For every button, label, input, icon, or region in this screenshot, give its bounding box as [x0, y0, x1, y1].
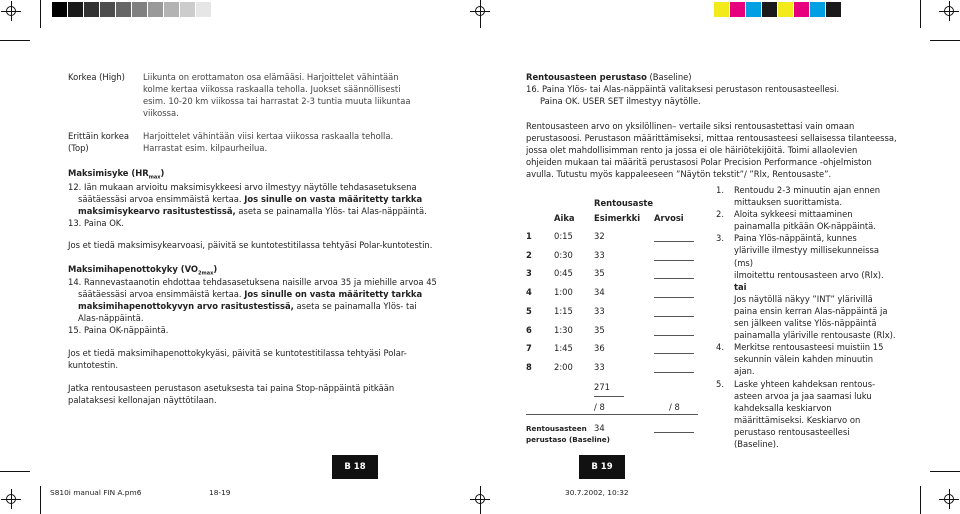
color-swatch — [730, 2, 745, 17]
gray-swatch — [116, 2, 131, 17]
registration-mark-icon — [942, 492, 956, 506]
step-line: Paina Ylös-näppäintä, kunnes — [734, 233, 857, 244]
crop-mark — [40, 486, 41, 514]
hrmax-heading: Maksimisyke $(HR_{max})$ — [68, 168, 165, 181]
color-swatch — [762, 2, 777, 17]
row-number: 7 — [526, 343, 532, 354]
step-item — [716, 232, 896, 341]
your-value-blank — [654, 278, 694, 279]
sum-value: 271 — [594, 382, 610, 392]
crop-mark — [40, 0, 41, 28]
row-time: 1:00 — [554, 287, 573, 298]
step-line: sen jälkeen valitse Ylös-näppäintä — [734, 318, 877, 329]
color-swatch — [810, 2, 825, 17]
row-example-value: 32 — [594, 231, 605, 241]
step-line: Laske yhteen kahdeksan rentous- — [734, 378, 876, 389]
registration-mark-icon — [4, 492, 18, 506]
page-number-badge: B 18 — [332, 455, 378, 479]
hrmax-test-note: Jos et tiedä maksimisykearvoasi, päivitä se kuntotestitilassa tehtyäsi Polar-kuntotestin. — [68, 240, 433, 250]
color-swatch — [794, 2, 809, 17]
step-line: painamalla pitkään OK-näppäintä. — [734, 221, 876, 232]
level-label: Erittäin korkea (Top) — [68, 131, 130, 154]
level-description: Liikunta on erottamaton osa elämääsi. Harjoittelet vähintään kolme kertaa viikossa raskaalla teholla. Juokset säännöllisesti esim. 10-20 km viikossa tai harrastat 2-3 tuntia muuta liikuntaa viikossa. — [143, 72, 411, 119]
steps-list — [716, 184, 896, 450]
step-number: 3. — [716, 233, 724, 244]
crop-mark — [930, 40, 960, 41]
gray-swatch — [132, 2, 147, 17]
row-number: 4 — [526, 287, 532, 298]
column-header-time: Aika — [554, 213, 575, 223]
step-item — [716, 341, 896, 377]
baseline-intro: Rentousasteen arvo on yksilöllinen– vertaile siksi rentousastettasi vain omaan perustasoosi. Perustason määrittämiseksi, mittaa rentousasteesi sellaisessa tilanteessa, jossa olet mahdollisimman rento ja jossa ei ole häiriötekijöitä. Toimi allaolevien ohjeiden mukaan tai määritä perustasosi Polar Precision Performance -ohjelmiston avulla. Tutustu myös kappaleeseen ”Näytön tekstit”/ ”Rlx, Rentousaste”. — [526, 121, 897, 180]
crop-mark — [920, 486, 921, 514]
footer-timestamp: 30.7.2002, 10:32 — [565, 488, 629, 497]
step-number: 1. — [716, 185, 724, 195]
step-item — [716, 208, 896, 232]
table-header-top: Rentousaste — [594, 198, 654, 208]
level-label: Korkea (High) — [68, 72, 125, 82]
row-example-value: 36 — [594, 343, 605, 354]
crop-mark — [920, 0, 921, 28]
step-number: 2. — [716, 209, 724, 220]
gray-swatch — [180, 2, 195, 17]
row-number: 5 — [526, 305, 532, 316]
registration-mark-icon — [473, 492, 487, 506]
step-14: 14. Rannevastaanotin ehdottaa tehdasasetuksena naisille arvoa 35 ja miehille arvoa 45 säätäessäsi arvoa ensimmäistä kertaa. Jos sinulle on vasta määritetty tarkka maksimihapenottokyvyn arvo rasitustestissä, aseta se painamalla Ylös- tai Alas-näppäintä. 15. Paina OK-näppäintä. — [68, 277, 437, 336]
column-header-example: Esimerkki — [594, 213, 641, 223]
your-value-blank — [654, 260, 694, 261]
vo2max-test-note: Jos et tiedä maksimihapenottokykyäsi, päivitä se kuntotestitilassa tehtyäsi Polar- kuntotestin. — [68, 348, 407, 371]
baseline-row-label: Rentousasteen perustaso (Baseline) — [526, 424, 610, 444]
color-swatch — [746, 2, 761, 17]
your-value-blank — [654, 316, 694, 317]
row-example-value: 33 — [594, 249, 605, 260]
gray-swatch — [68, 2, 83, 17]
gray-swatch — [100, 2, 115, 17]
step-line: yläriville ilmestyy millisekunneissa (ms) — [734, 245, 879, 268]
step-16: 16. Paina Ylös- tai Alas-näppäintä valitaksesi perustason rentousasteellesi. Paina OK. USER SET ilmestyy näytölle. — [526, 84, 840, 107]
registration-mark-icon — [942, 4, 956, 18]
registration-mark-icon — [473, 4, 487, 18]
step-line: Aloita sykkeesi mittaaminen — [734, 209, 853, 220]
gray-swatch — [84, 2, 99, 17]
step-line: painamalla yläriville rentousaste (Rlx). — [734, 330, 896, 341]
step-line: kahdeksalla keskiarvon — [734, 402, 832, 413]
baseline-heading: Rentousasteen perustaso (Baseline) — [526, 72, 692, 82]
color-swatch — [826, 2, 841, 17]
step-line: määrittämiseksi. Keskiarvo on — [734, 414, 861, 425]
baseline-your-value-blank — [654, 432, 694, 433]
sum-underline — [594, 396, 624, 397]
step-number: 4. — [716, 342, 724, 353]
row-example-value: 33 — [594, 361, 605, 372]
step-line: paina ensin kerran Alas-näppäintä ja — [734, 305, 888, 316]
level-description: Harjoittelet vähintään viisi kertaa viikossa raskaalla teholla. Harrastat esim. kilpaurheilua. — [143, 131, 394, 154]
your-value-blank — [654, 335, 694, 336]
stop-note: Jatka rentousasteen perustason asetuksesta tai paina Stop-näppäintä pitkään palataksesi kellonajan näyttötilaan. — [68, 383, 395, 406]
step-line: Jos näytöllä näkyy ”INT” ylärivillä — [734, 293, 873, 304]
divide-example: / 8 — [594, 402, 605, 412]
footer-filename: S810i manual FIN A.pm6 — [50, 488, 142, 497]
step-item — [716, 184, 896, 208]
step-12: 12. Iän mukaan arvioitu maksimisykkeesi arvo ilmestyy näytölle tehdasasetuksena säätäessäsi arvoa ensimmäistä kertaa. Jos sinulle on vasta määritetty tarkka maksimisykearvo rasitustestissä, aseta se painamalla Ylös- tai Alas-näppäintä. 13. Paina OK. — [68, 182, 427, 229]
gray-swatch — [148, 2, 163, 17]
step-line: mittauksen suorittamista. — [734, 197, 843, 208]
row-example-value: 34 — [594, 287, 605, 298]
row-number: 2 — [526, 249, 532, 260]
row-time: 0:15 — [554, 231, 573, 241]
crop-mark — [930, 471, 960, 472]
row-example-value: 35 — [594, 268, 605, 279]
vo2max-heading: Maksimihapenottokyky $(VO_{2max})$ — [68, 264, 218, 277]
row-example-value: 33 — [594, 305, 605, 316]
step-item — [716, 378, 896, 451]
your-value-blank — [654, 353, 694, 354]
step-line: (Baseline). — [734, 438, 779, 449]
crop-mark — [0, 471, 30, 472]
column-header-yours: Arvosi — [654, 213, 684, 223]
row-time: 1:30 — [554, 324, 573, 335]
step-line: tai — [734, 281, 747, 292]
row-time: 1:45 — [554, 343, 573, 354]
row-number: 6 — [526, 324, 532, 335]
gray-swatch — [164, 2, 179, 17]
row-time: 0:30 — [554, 249, 573, 260]
row-number: 1 — [526, 231, 532, 241]
divide-yours: / 8 — [669, 402, 680, 412]
step-line: asteen arvoa ja jaa saamasi luku — [734, 390, 872, 401]
baseline-example-value: 34 — [594, 423, 605, 433]
color-swatch — [714, 2, 729, 17]
gray-swatch — [196, 2, 211, 17]
your-value-blank — [654, 241, 694, 242]
step-line: Merkitse rentousasteesi muistiin 15 — [734, 342, 884, 353]
step-line: ilmoitettu rentousasteen arvo (Rlx). — [734, 269, 884, 280]
row-time: 0:45 — [554, 268, 573, 279]
row-number: 8 — [526, 361, 532, 372]
row-time: 2:00 — [554, 361, 573, 372]
row-example-value: 35 — [594, 324, 605, 335]
row-time: 1:15 — [554, 305, 573, 316]
page-number-badge: B 19 — [579, 455, 625, 479]
registration-mark-icon — [4, 4, 18, 18]
crop-mark — [0, 40, 30, 41]
your-value-blank — [654, 297, 694, 298]
step-line: perustaso rentousasteellesi — [734, 426, 850, 437]
gray-swatch — [52, 2, 67, 17]
step-number: 5. — [716, 378, 724, 389]
step-line: Rentoudu 2-3 minuutin ajan ennen — [734, 185, 881, 195]
baseline-separator — [526, 414, 698, 415]
your-value-blank — [654, 372, 694, 373]
row-number: 3 — [526, 268, 532, 279]
color-swatch — [778, 2, 793, 17]
step-line: sekunnin välein kahden minuutin ajan. — [734, 354, 874, 377]
footer-pages: 18-19 — [209, 488, 231, 497]
